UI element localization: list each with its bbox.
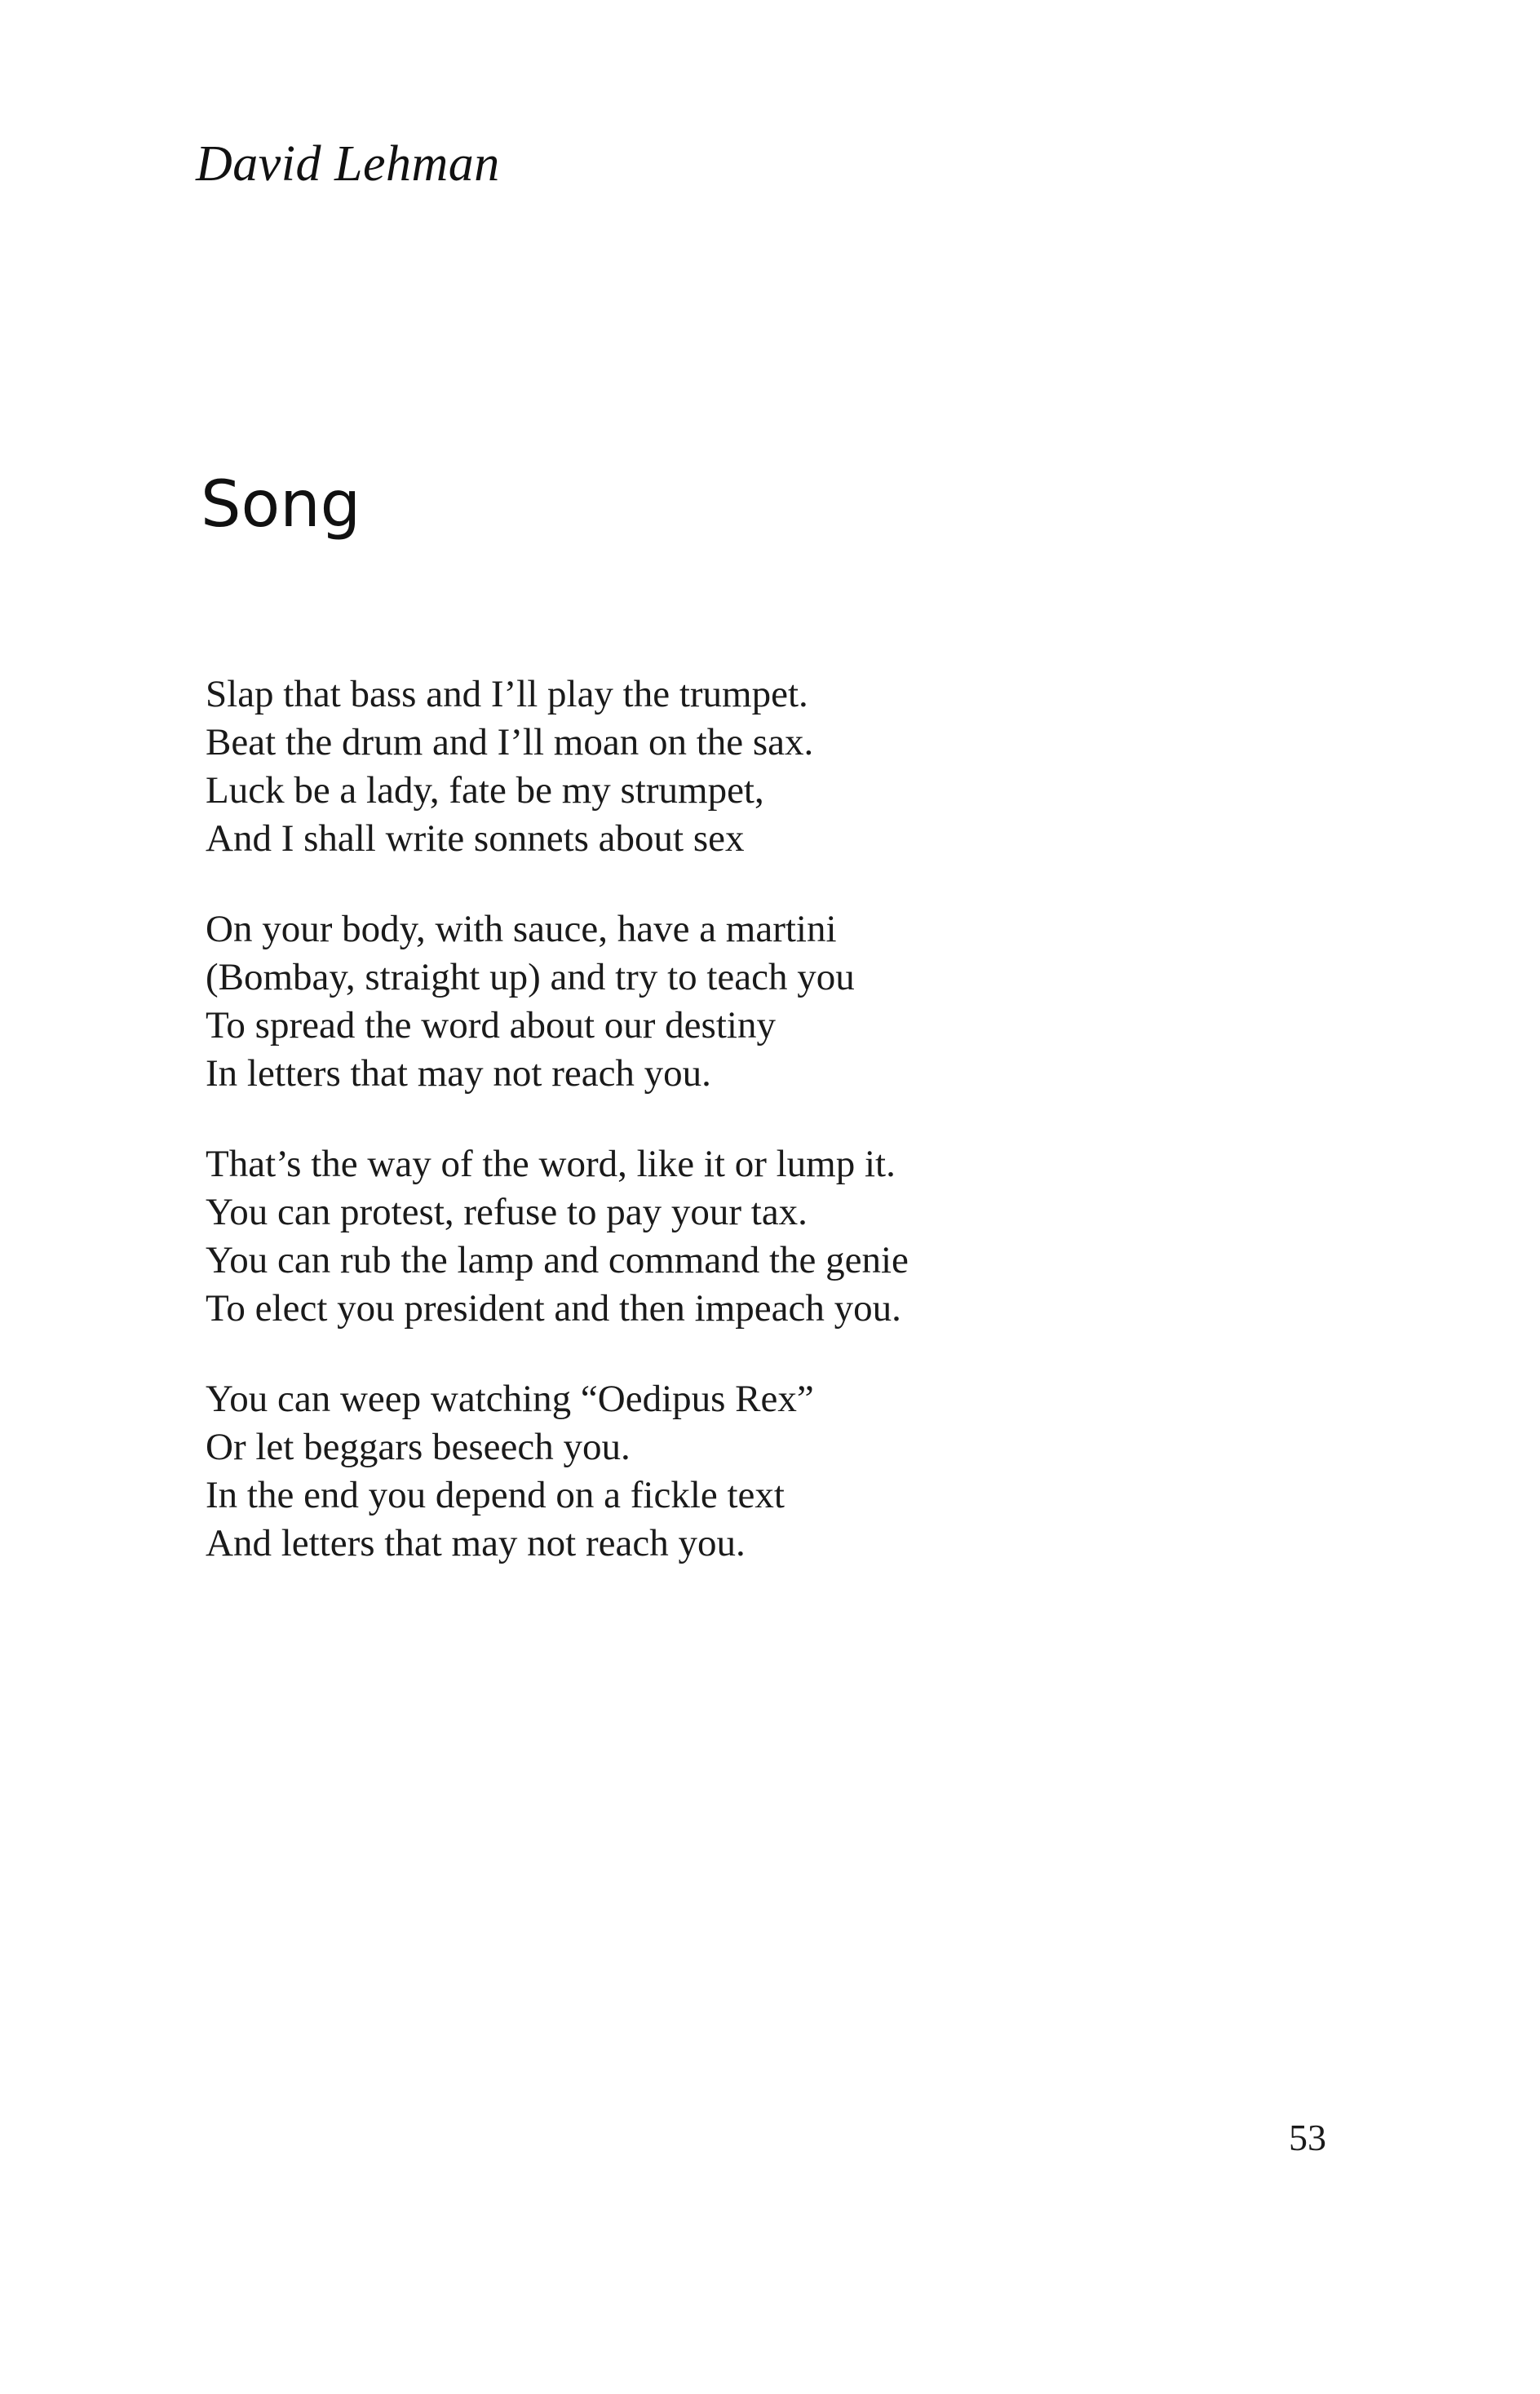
poem-body bbox=[206, 670, 1348, 1610]
poem-line: That’s the way of the word, like it or lump it. bbox=[206, 1143, 896, 1185]
page-number: 53 bbox=[1289, 2117, 1326, 2158]
poem-line: Luck be a lady, fate be my strumpet, bbox=[206, 769, 764, 812]
poem-line: Slap that bass and I’ll play the trumpet. bbox=[206, 673, 808, 715]
stanza-2 bbox=[206, 905, 1348, 1098]
poem-line: You can weep watching “Oedipus Rex” bbox=[206, 1378, 814, 1420]
poem-line: On your body, with sauce, have a martini bbox=[206, 908, 837, 950]
poem-line: Or let beggars beseech you. bbox=[206, 1426, 631, 1468]
poem-line: You can rub the lamp and command the genie bbox=[206, 1239, 909, 1281]
poem-line: (Bombay, straight up) and try to teach you bbox=[206, 956, 855, 998]
stanza-4 bbox=[206, 1375, 1348, 1568]
poem-title: Song bbox=[201, 468, 361, 542]
poem-line: To spread the word about our destiny bbox=[206, 1004, 776, 1047]
author-name: David Lehman bbox=[196, 136, 500, 192]
poem-line: In letters that may not reach you. bbox=[206, 1052, 711, 1095]
poem-line: And letters that may not reach you. bbox=[206, 1522, 746, 1564]
poem-line: And I shall write sonnets about sex bbox=[206, 817, 745, 860]
poem-line: To elect you president and then impeach you. bbox=[206, 1287, 901, 1330]
poem-line: Beat the drum and I’ll moan on the sax. bbox=[206, 721, 814, 763]
stanza-3 bbox=[206, 1140, 1348, 1333]
stanza-1 bbox=[206, 670, 1348, 863]
poem-line: In the end you depend on a fickle text bbox=[206, 1474, 785, 1516]
poem-line: You can protest, refuse to pay your tax. bbox=[206, 1191, 808, 1233]
